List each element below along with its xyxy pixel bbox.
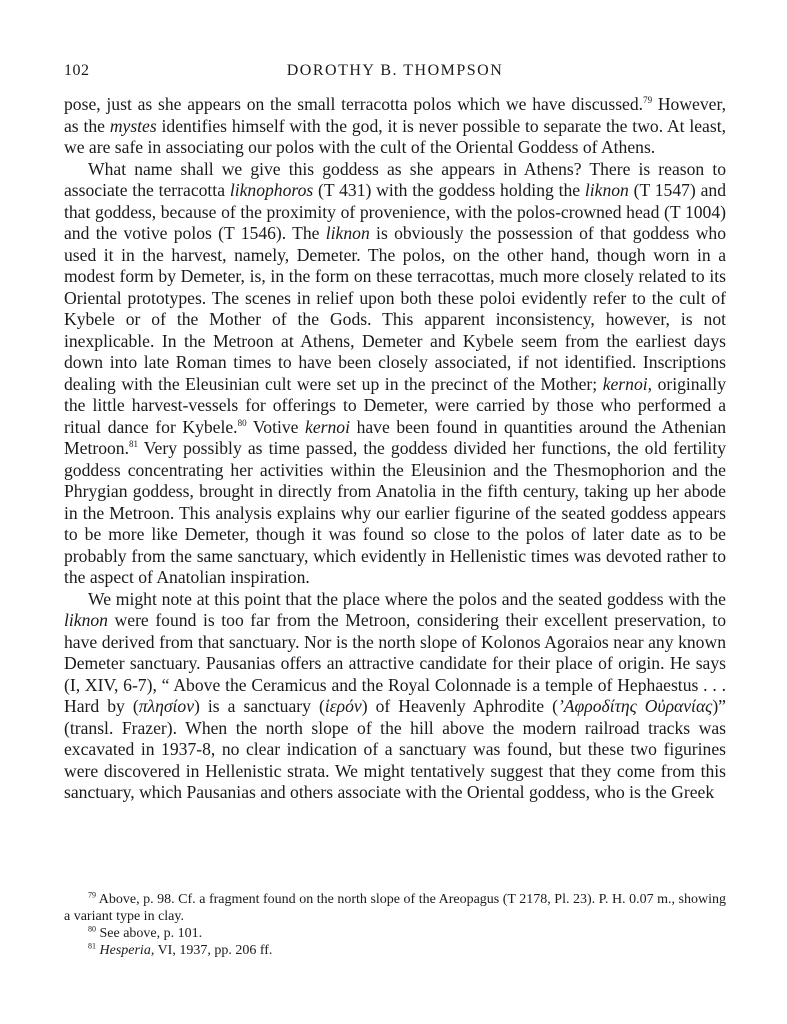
paragraph-3 (64, 589, 726, 804)
greek-term: ἱερόν (324, 696, 362, 716)
text-run: However, as the (64, 94, 726, 136)
footnote-80 (64, 925, 726, 942)
italic-term: liknon (64, 610, 108, 630)
page-number: 102 (64, 62, 90, 79)
text-run: What name shall we give this goddess as she appears in Athens? There is reason to associate the terracotta (64, 158, 726, 200)
footnote-number: 81 (88, 941, 96, 951)
text-run: (T 431) with the goddess holding the (313, 180, 585, 200)
footnote-ref-80: 80 (237, 417, 247, 428)
body-text (64, 94, 726, 804)
text-run: Very possibly as time passed, the goddess divided her functions, the old fertility goddess concentrating her activities within the Eleusinion and the Thesmophorion and the Phrygian goddess, brought in directly from Anatolia in the fifth century, taking up her abode in the Metroon. This analysis explains why our earlier figurine of the seated goddess appears to be more like Demeter, though it was found so close to the polos of later date as to be probably from the same sanctuary, which evidently in Hellenistic times was devoted rather to the aspect of Anatolian inspiration. (64, 438, 726, 587)
page (64, 62, 726, 804)
text-run: ) is a sanctuary ( (194, 696, 325, 716)
italic-term: kernoi, (602, 373, 653, 394)
running-head (64, 62, 726, 84)
text-run: )” (transl. Frazer). When the north slope of the hill above the modern railroad tracks was excavated in 1937-8, no clear indication of a sanctuary was found, but these two figurines were discovered in Hellenistic strata. We might tentatively suggest that they come from this sanctuary, which Pausanias and others associate with the Oriental goddess, who is the Greek (64, 696, 726, 802)
text-run: identifies himself with the god, it is never possible to separate the two. At least, we are safe in associating our polos with the cult of the Oriental Goddess of Athens. (64, 115, 727, 157)
italic-term: liknon (325, 223, 370, 243)
footnote-ref-81: 81 (129, 439, 138, 450)
text-run: have been found in quantities around the Athenian Metroon. (64, 416, 726, 458)
text-run: We might note at this point that the place where the polos and the seated goddess with the (88, 588, 726, 609)
footnotes (64, 891, 726, 959)
text-run: pose, just as she appears on the small terracotta polos which we have discussed. (64, 94, 644, 114)
italic-term: kernoi (305, 416, 350, 437)
footnote-text: VI, 1937, pp. 206 ff. (154, 943, 273, 958)
journal-title: Hesperia, (99, 943, 155, 958)
text-run: were found is too far from the Metroon, considering their excellent preservation, to have derived from that sanctuary. Nor is the north slope of Kolonos Agoraios near any known Demeter sanctuary. Pausanias offers an attractive candidate for their place of origin. He says (I, XIV, 6-7), “ Above the Ceramicus and the Royal Colonnade is a temple of Hephaestus . . . Hard by ( (64, 610, 726, 716)
running-title-author: DOROTHY B. THOMPSON (286, 62, 504, 79)
text-run: ) of Heavenly Aphrodite ( (361, 696, 558, 716)
paragraph-2 (64, 159, 726, 589)
footnote-number: 80 (88, 924, 96, 934)
text-run: (T 1547) and that goddess, because of the proximity of provenience, with the polos-crowned head (T 1004) and the votive polos (T 1546). The (64, 180, 726, 243)
footnote-text: See above, p. 101. (96, 926, 203, 941)
paragraph-1 (64, 94, 726, 159)
text-run: Votive (246, 416, 306, 437)
text-run: is obviously the possession of that goddess who used it in the harvest, namely, Demeter. The polos, on the other hand, though worn in a modest form by Demeter, is, in the form on these terracottas, much more closely related to its Oriental prototypes. The scenes in relief upon both these poloi evidently refer to the cult of Kybele or of the Mother of the Gods. This apparent inconsistency, however, is not inexplicable. In the Metroon at Athens, Demeter and Kybele seem from the earliest days down into late Roman times to have been closely associated, if not identified. Inscriptions dealing with the Eleusinian cult were set up in the precinct of the Mother; (64, 223, 726, 394)
italic-term: liknophoros (229, 180, 314, 200)
footnote-79 (64, 891, 726, 925)
greek-term: πλησίον (138, 696, 195, 716)
greek-term: ’Αφροδίτης Οὐρανίας (557, 696, 713, 716)
italic-term: liknon (584, 180, 629, 200)
footnote-81 (64, 942, 726, 959)
footnote-ref-79: 79 (643, 95, 653, 106)
italic-term: mystes (109, 115, 157, 136)
footnote-text: Above, p. 98. Cf. a fragment found on the north slope of the Areopagus (T 2178, Pl. 23). P. H. 0.07 m., showing a variant type in clay. (64, 892, 726, 924)
footnote-number: 79 (88, 890, 96, 900)
text-run: originally the little harvest-vessels for offerings to Demeter, were carried by those who performed a ritual dance for Kybele. (64, 373, 726, 437)
